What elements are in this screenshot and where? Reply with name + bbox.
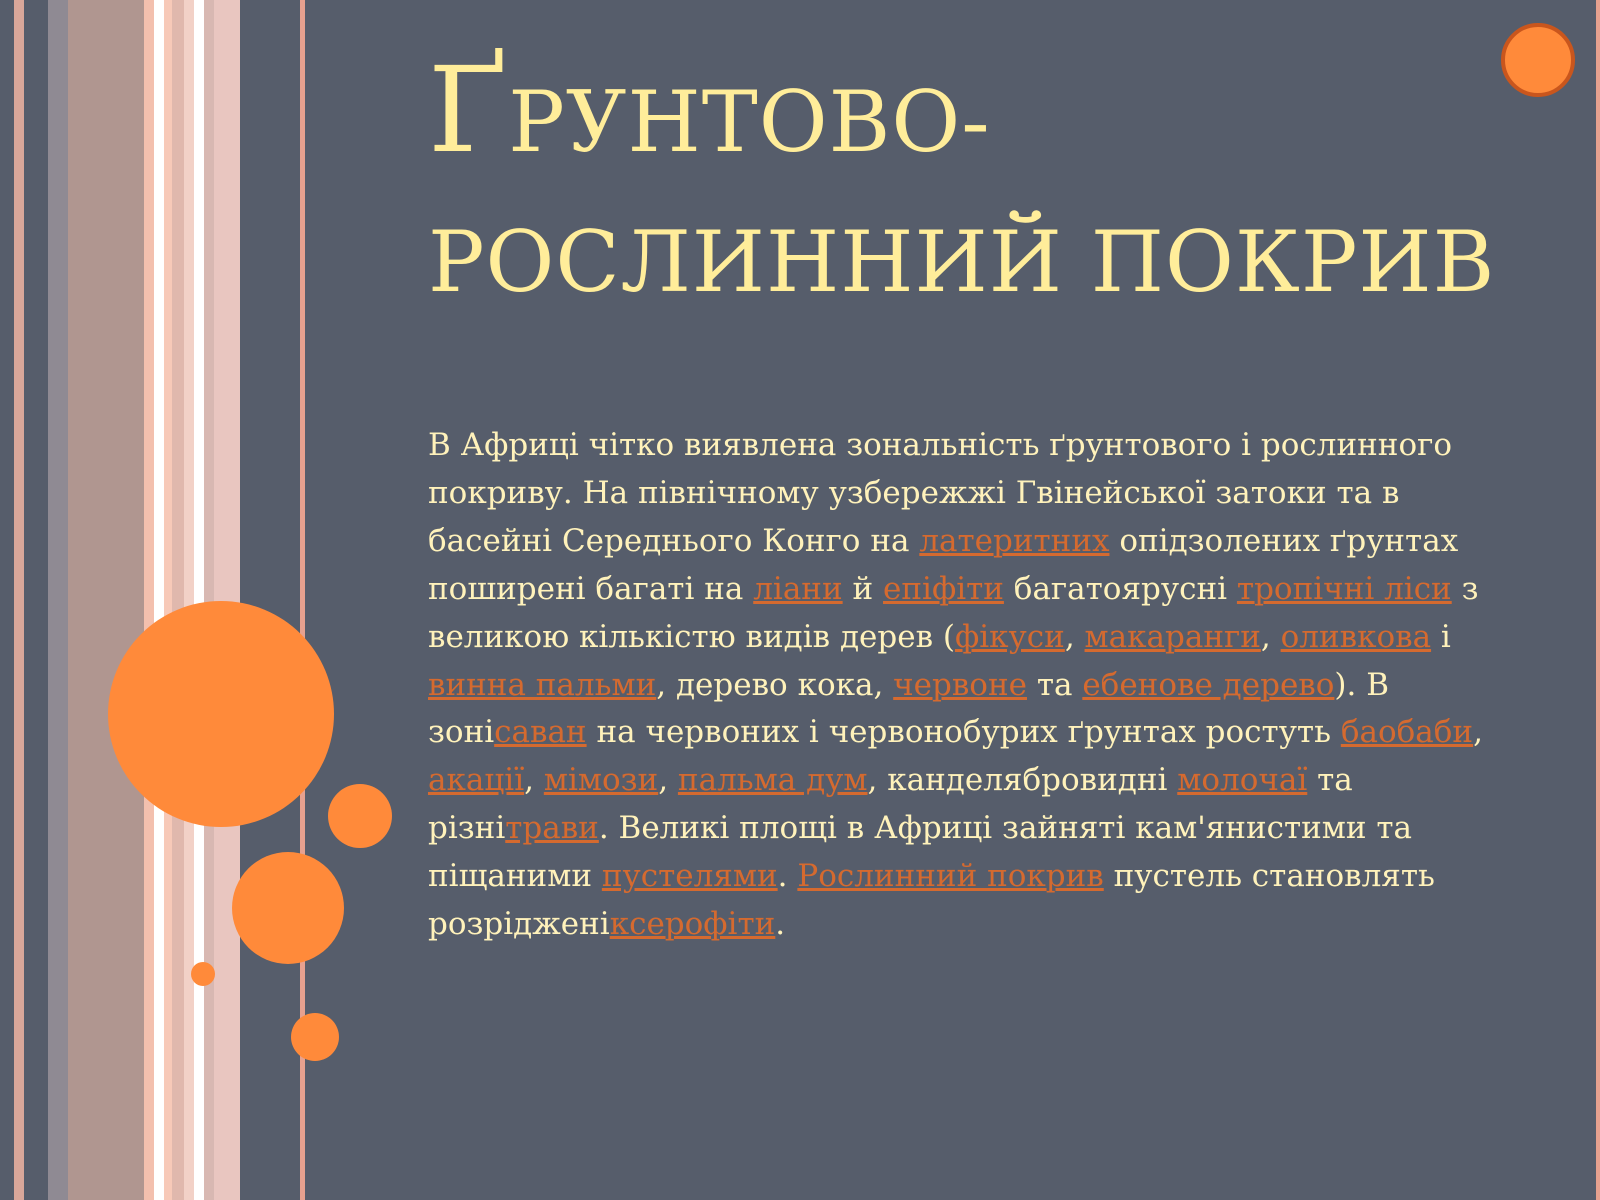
decor-stripe (14, 0, 24, 1200)
body-text-run: . Великі площі в Африці зайняті кам'янистими та піщаними (428, 810, 1413, 895)
decor-circle-small (291, 1013, 339, 1061)
link-chervone[interactable]: червоне (893, 666, 1027, 703)
body-text-run: , (1260, 618, 1281, 655)
body-text-run: та (1026, 666, 1083, 703)
link-ebenove-derevo[interactable]: ебенове дерево (1082, 666, 1335, 703)
body-text-run: з великою кількістю видів дерев ( (428, 570, 1479, 655)
title-initial: Ґ (428, 41, 509, 179)
body-text (428, 422, 1518, 949)
link-travy[interactable]: трави (505, 810, 599, 847)
link-baobaby[interactable]: баобаби (1340, 714, 1474, 751)
title-line2: РОСЛИННИЙ ПОКРИВ (428, 213, 1496, 311)
link-kserofity[interactable]: ксерофіти (609, 906, 776, 943)
body-text-run: багатоярусні (1003, 570, 1237, 607)
body-text-run: , канделябровидні (867, 762, 1178, 799)
title-line1-rest: РУНТОВО- (508, 73, 991, 171)
decor-stripe (144, 0, 154, 1200)
body-text-run: . (777, 858, 798, 895)
link-vynna-palmy[interactable]: винна пальми (428, 666, 657, 703)
body-text-run: і (1431, 618, 1451, 655)
link-liany[interactable]: ліани (753, 570, 843, 607)
body-text-run: , (524, 762, 544, 799)
decor-stripe (24, 0, 48, 1200)
link-pusteliamy[interactable]: пустелями (601, 858, 778, 895)
decor-stripe (154, 0, 164, 1200)
decor-stripe (0, 0, 14, 1200)
decor-rule-right (1596, 0, 1600, 1200)
decor-stripe (68, 0, 144, 1200)
body-text-run: опідзолених ґрунтах поширені багаті на (428, 522, 1459, 607)
decor-stripe (240, 0, 300, 1200)
link-akatsii[interactable]: акації (428, 762, 525, 799)
link-tropichni-lisy[interactable]: тропічні ліси (1236, 570, 1452, 607)
body-text-run: й (842, 570, 884, 607)
link-savan[interactable]: саван (494, 714, 587, 751)
decor-stripe (204, 0, 214, 1200)
link-olyvkova[interactable]: оливкова (1280, 618, 1432, 655)
body-text-run: ). В зоні (428, 666, 1389, 751)
body-text-run: . (775, 906, 786, 943)
decor-stripe (48, 0, 68, 1200)
body-text-run: та різні (428, 762, 1353, 847)
body-text-run: В Африці чітко виявлена зональність ґрунтового і рослинного покриву. На північному узбережжі Гвінейської затоки та в басейні Середнього Конго на (428, 427, 1453, 559)
link-mimozy[interactable]: мімози (543, 762, 659, 799)
body-text-run: , дерево кока, (656, 666, 894, 703)
decor-circle-medium (232, 852, 344, 964)
link-lateritnykh[interactable]: латеритних (919, 522, 1110, 559)
link-molochai[interactable]: молочаї (1177, 762, 1308, 799)
decor-stripe (172, 0, 184, 1200)
decor-stripe (184, 0, 194, 1200)
body-text-run: пустель становлять розріджені (428, 858, 1435, 943)
decor-stripe (194, 0, 204, 1200)
body-text-run: на червоних і червонобурих ґрунтах ростуть (586, 714, 1341, 751)
decor-stripe (214, 0, 240, 1200)
link-epifity[interactable]: епіфіти (883, 570, 1004, 607)
decor-circle-small (191, 962, 215, 986)
link-makarangy[interactable]: макаранги (1084, 618, 1261, 655)
body-text-run: , (1473, 714, 1483, 751)
slide-title (428, 40, 1548, 332)
decor-circle-large (108, 601, 334, 827)
decor-stripe (164, 0, 172, 1200)
link-fikusy[interactable]: фікуси (955, 618, 1065, 655)
body-text-run: , (1064, 618, 1085, 655)
link-roslynnyi-pokryv[interactable]: Рослинний покрив (797, 858, 1104, 895)
link-palma-dum[interactable]: пальма дум (677, 762, 868, 799)
decor-circle-medium (328, 784, 392, 848)
body-text-run: , (658, 762, 678, 799)
